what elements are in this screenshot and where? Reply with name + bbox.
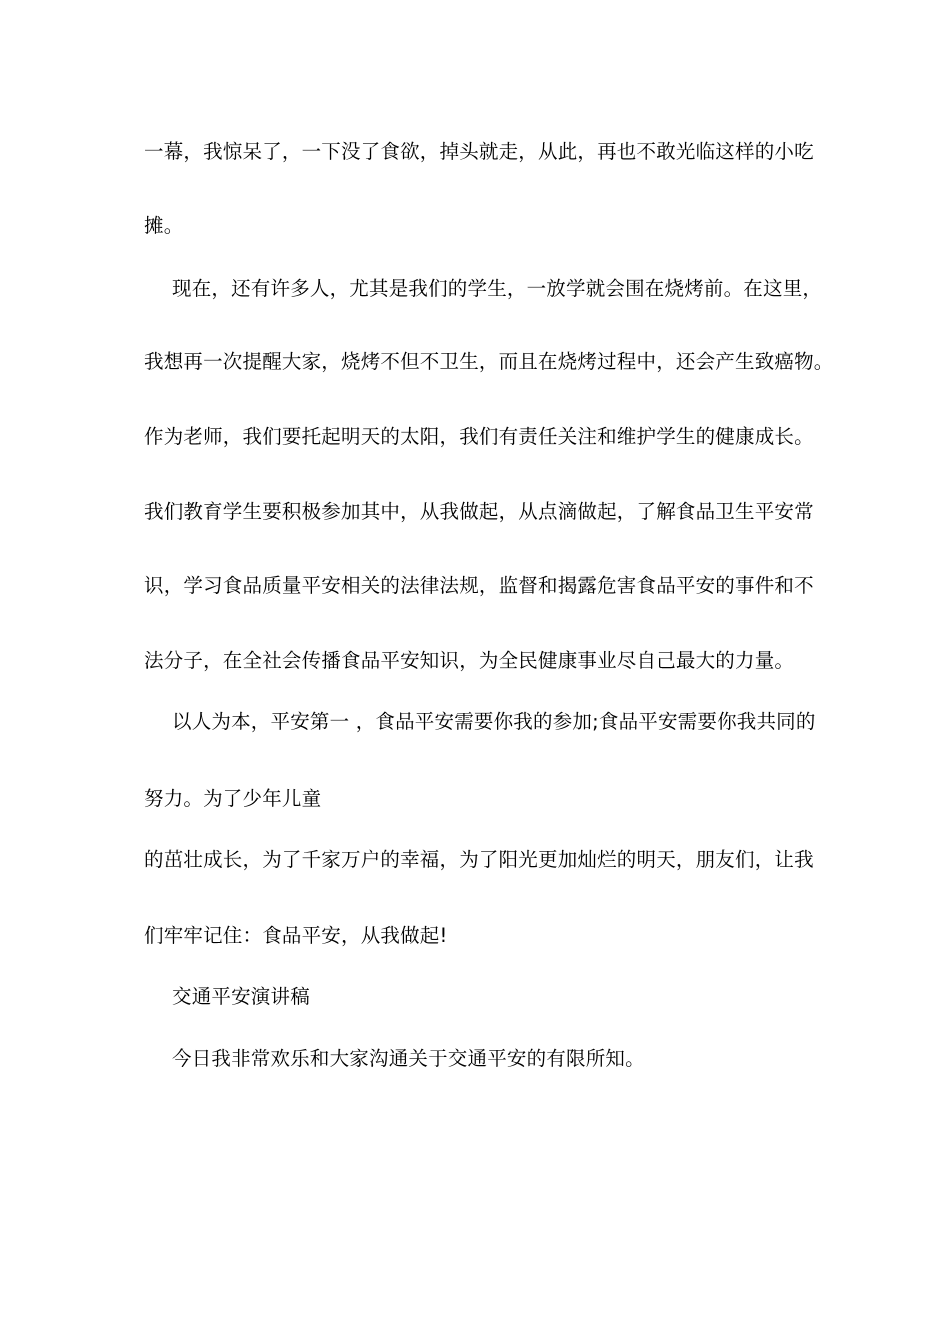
paragraph-line: 识，学习食品质量平安相关的法律法规，监督和揭露危害食品平安的事件和不 (144, 574, 814, 597)
paragraph-line: 以人为本，平安第一 ，食品平安需要你我的参加;食品平安需要你我共同的 (172, 710, 816, 733)
paragraph-line: 现在，还有许多人，尤其是我们的学生，一放学就会围在烧烤前。在这里， (172, 277, 823, 300)
paragraph-line: 摊。 (144, 214, 184, 237)
paragraph-line: 一幕，我惊呆了，一下没了食欲，掉头就走，从此，再也不敢光临这样的小吃 (144, 140, 814, 163)
paragraph-line: 努力。为了少年儿童 (144, 787, 322, 810)
paragraph-line: 我想再一次提醒大家，烧烤不但不卫生，而且在烧烤过程中，还会产生致癌物。 (144, 350, 834, 373)
paragraph-line: 的茁壮成长，为了千家万户的幸福，为了阳光更加灿烂的明天，朋友们，让我 (144, 848, 814, 871)
paragraph-line: 们牢牢记住：食品平安，从我做起! (144, 924, 448, 947)
paragraph-line: 法分子，在全社会传播食品平安知识，为全民健康事业尽自己最大的力量。 (144, 649, 795, 672)
paragraph-line: 我们教育学生要积极参加其中，从我做起，从点滴做起，了解食品卫生平安常 (144, 500, 814, 523)
paragraph-line: 作为老师，我们要托起明天的太阳，我们有责任关注和维护学生的健康成长。 (144, 425, 814, 448)
section-title: 交通平安演讲稿 (172, 985, 310, 1008)
paragraph-line: 今日我非常欢乐和大家沟通关于交通平安的有限所知。 (172, 1047, 645, 1070)
